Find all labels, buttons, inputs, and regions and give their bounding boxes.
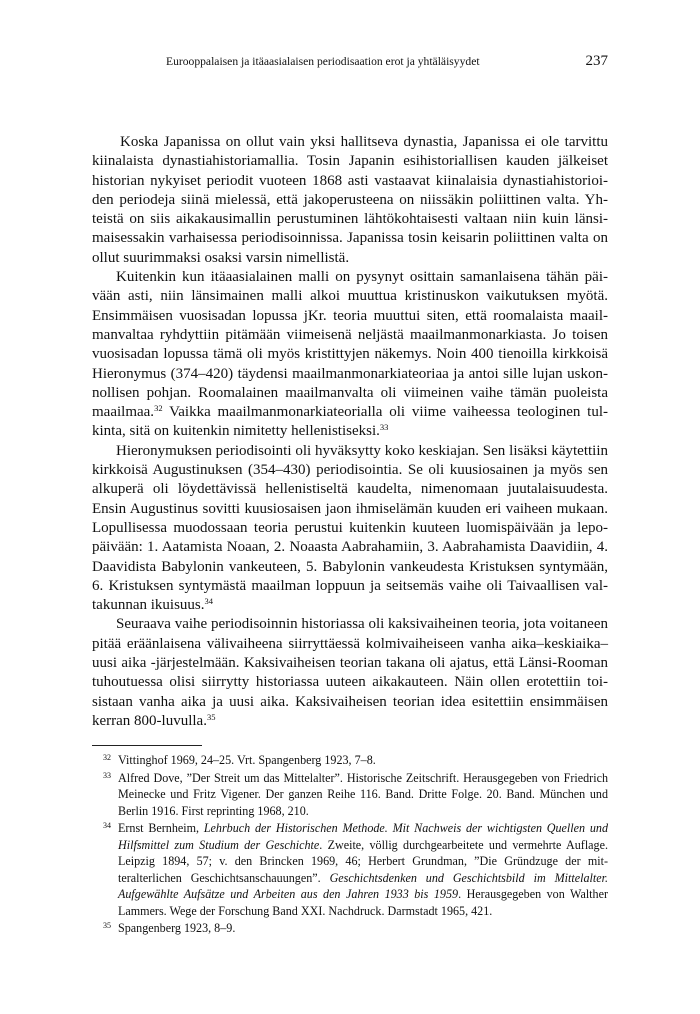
paragraph-2-text-a: Kuitenkin kun itäaasialainen malli on pysynyt osittain samanlaisena tähän päivään asti, niin länsimainen malli alkoi muuttua kristinuskon vaikutuksen myötä. Ensimmäisen vuosisadan lopussa jKr. teoria muuttui siten, että roomalaista maailmanvaltaa ryhdyttiin pitämään viimeisenä neljästä maailmanmonarkiasta. Jo toisen vuosisadan lopussa tämä oli myös kristittyjen näkemys. Noin 400 tienoilla kirkkoisä Hieronymus (374–420) täydensi maailmanmonarkiateoriaa ja antoi sille lujan uskonnollisen pohjan. Roomalainen maailmanvalta oli viimeinen vaihe tämän puoleista maailmaa. — [92, 269, 608, 421]
footnote-italic-title: Lehrbuch der Historischen Methode. Mit Nachweis der wichtigsten Quellen und Hilfsmittel zum Studium der Geschichte — [118, 821, 608, 852]
footnote-text: Spangenberg 1923, 8–9. — [118, 921, 236, 935]
footnote-number: 33 — [103, 770, 111, 780]
paragraph-2 — [92, 268, 608, 442]
footnote-divider — [92, 745, 202, 746]
footnote-number: 35 — [103, 921, 111, 930]
paragraph-3 — [92, 442, 608, 616]
footnote-text-part: . Zweite, völlig durchgearbeitete und vermehrte Auflage. Leipzig 1894, 57; v. den Brincken 1969, 46; Herbert Grundman, ”Die Gründzuge der mitteralterlichen Geschichtsanschauungen”. — [118, 837, 608, 885]
page-number: 237 — [585, 53, 608, 69]
footnote-number: 34 — [103, 821, 111, 830]
footnote-ref-33[interactable]: 33 — [379, 422, 389, 433]
footnote-ref-32[interactable]: 32 — [154, 403, 163, 414]
footnote-ref-34[interactable]: 34 — [204, 596, 213, 607]
footnote-text-part: Ernst Bernheim, — [118, 821, 204, 835]
paragraph-4 — [92, 615, 608, 731]
footnote-ref-35[interactable]: 35 — [206, 711, 216, 722]
footnote-33 — [92, 770, 608, 820]
footnote-text-part: . Herausgegeben von Walther Lammers. Wege der Forschung Band XXI. Nachdruck. Darmstadt 1965, 421. — [118, 887, 608, 918]
paragraph-3-text: Hieronymuksen periodisointi oli hyväksytty koko keskiajan. Sen lisäksi käytettiin kirkkoisä Augustinuksen (354–430) periodisointia. Se oli kuusiosainen ja myös sen alkuperä oli löydettävissä hellenistiseltä kaudelta, nimenomaan juutalaisuudesta. Ensin Augustinus sovitti kuusiosaisen jaon ihmiselämän kuuden eri vaiheen mukaan. Lopullisessa muodossaan teoria perustui kuitenkin kuuteen luomispäivään ja lepopäivään: 1. Aatamista Noaan, 2. Noaasta Aabrahamiin, 3. Aabrahamista Daavidiin, 4. Daavidista Babylonin vankeuteen, 5. Babylonin vankeudesta Kristuksen syntymään, 6. Kristuksen syntymästä maailman loppuun ja seitsemäs vaihe oli Taivaallisen valtakunnan ikuisuus. — [92, 442, 608, 614]
footnote-34 — [92, 820, 608, 919]
paragraph-2-text-b: Vaikka maailmanmonarkiateorialla oli viime vaiheessa teologinen tulkinta, sitä on kuitenkin nimitetty hellenistiseksi. — [92, 404, 608, 440]
paragraph-4-text: Seuraava vaihe periodisoinnin historiassa oli kaksivaiheinen teoria, jota voitaneen pitää eräänlaisena välivaiheena siirryttäessä kolmivaiheiseen vanha aika–keskiaika–uusi aika -järjestelmään. Kaksivaiheisen teorian takana oli ajatus, että Länsi-Rooman tuhoutuessa olisi siirrytty historiassa uuteen aikakauteen. Näin ollen erotettiin toisistaan vanha aika ja uusi aika. Kaksivaiheisen teorian idea esitettiin ensimmäisen kerran 800-luvulla. — [92, 616, 608, 729]
running-header — [92, 55, 608, 73]
paragraph-1: Koska Japanissa on ollut vain yksi hallitseva dynastia, Japanissa ei ole tarvittu kiinalaista dynastiahistoriamallia. Tosin Japanin esihistoriallisen kauden jälkeiset historian nykyiset periodit vuoteen 1868 asti vastaavat kiinalaisia dynastiahistorioiden periodeja siinä mielessä, että jakoperusteena on niissäkin poliittinen valta. Yhteistä on siis aikakausimallin perustuminen lähtökohtaisesti valtaan niin kuin länsimaisessakin varhaisessa periodisoinnissa. Japanissa tosin keisarin poliittinen valta on ollut suurimmaksi osaksi varsin nimellistä. — [92, 134, 608, 266]
footnote-text: Alfred Dove, ”Der Streit um das Mittelalter”. Historische Zeitschrift. Herausgegeben von Friedrich Meinecke und Fritz Vigener. Der ganzen Reihe 116. Band. Dritte Folge. 20. Band. München und Berlin 1916. First reprinting 1968, 210. — [118, 770, 608, 818]
footnote-number: 32 — [103, 753, 111, 762]
running-title: Eurooppalaisen ja itäaasialaisen periodisaation erot ja yhtäläisyydet — [166, 55, 480, 68]
footnote-35 — [92, 920, 608, 937]
footnote-32 — [92, 752, 608, 769]
footnotes — [92, 752, 608, 938]
main-text — [92, 133, 608, 731]
footnote-italic-title: Geschichtsdenken und Geschichtsbild im Mittelalter. Aufgewählte Aufsätze und Arbeiten aus den Jahren 1933 bis 1959 — [118, 870, 609, 901]
footnote-text: Vittinghof 1969, 24–25. Vrt. Spangenberg 1923, 7–8. — [118, 753, 376, 767]
